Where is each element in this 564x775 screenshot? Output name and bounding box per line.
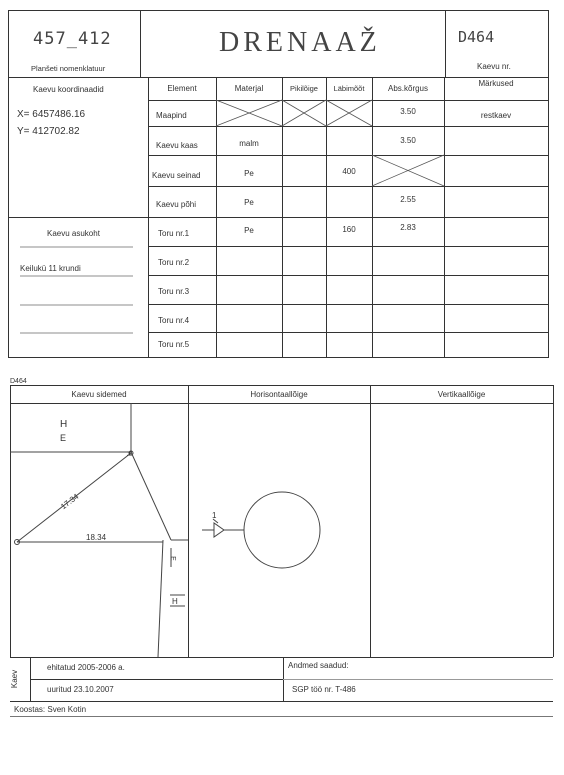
row-height: 3.50 — [400, 107, 416, 116]
coord-y: Y= 412702.82 — [17, 126, 80, 137]
row-element: Toru nr.4 — [158, 316, 190, 325]
mark-d: E — [168, 556, 176, 561]
mark-b: E — [60, 433, 67, 443]
coords-label: Kaevu koordinaadid — [33, 85, 104, 94]
dim-diagonal: 17.34 — [59, 491, 81, 512]
drawing-col2-title: Horisontaallõige — [250, 390, 308, 399]
mark-c: H — [125, 450, 133, 457]
row-element: Toru nr.3 — [158, 287, 190, 296]
row-material: malm — [239, 139, 259, 148]
row-height: 3.50 — [400, 136, 416, 145]
row-diameter: 400 — [342, 167, 356, 176]
dim-horizontal: 18.34 — [86, 533, 107, 542]
data-source-label: Andmed saadud: — [288, 661, 349, 670]
row-element: Toru nr.1 — [158, 229, 190, 238]
row-diameter: 160 — [342, 225, 356, 234]
mark-e: H — [172, 597, 178, 606]
row-element: Maapind — [156, 111, 187, 120]
mark-a: H — [60, 419, 68, 430]
location-value: Keilukü 11 krundi — [20, 264, 81, 273]
row-note: restkaev — [480, 111, 512, 120]
footer-side-label: Kaev — [10, 669, 20, 689]
pipe-number: 1 — [212, 511, 217, 520]
col-header-element: Element — [167, 84, 197, 93]
well-code: D464 — [458, 28, 495, 46]
sheet-label: Planšeti nomenklatuur — [31, 64, 106, 73]
row-height: 2.83 — [400, 223, 416, 232]
col-header-material: Materjal — [234, 84, 264, 93]
row-element: Kaevu põhi — [156, 200, 197, 209]
data-source-value: SGP töö nr. T-486 — [292, 685, 356, 694]
row-element: Toru nr.5 — [158, 340, 190, 349]
drawing-col1-title: Kaevu sidemed — [71, 390, 127, 399]
row-height: 2.55 — [400, 195, 416, 204]
col-header-height: Abs.kõrgus — [387, 84, 429, 93]
document-title: DRENAAŽ — [219, 27, 381, 58]
drawing-label: D464 — [10, 378, 27, 385]
row-element: Toru nr.2 — [158, 258, 190, 267]
row-material: Pe — [244, 198, 254, 207]
col-header-notes: Märkused — [478, 79, 514, 88]
surveyed-date: uuritud 23.10.2007 — [47, 685, 114, 694]
row-material: Pe — [244, 226, 254, 235]
well-label: Kaevu nr. — [477, 62, 511, 71]
col-header-diameter: Läbimõõt — [333, 84, 365, 93]
coord-x: X= 6457486.16 — [17, 109, 86, 120]
location-label: Kaevu asukoht — [47, 229, 100, 238]
built-date: ehitatud 2005-2006 a. — [47, 663, 125, 672]
sheet-number: 457_412 — [33, 29, 112, 49]
row-material: Pe — [244, 169, 254, 178]
row-element: Kaevu kaas — [156, 141, 198, 150]
drawing-col3-title: Vertikaallõige — [437, 390, 486, 399]
row-element: Kaevu seinad — [152, 171, 201, 180]
col-header-pikiloige: Pikilõige — [290, 84, 318, 93]
author: Koostas: Sven Kotin — [14, 705, 87, 714]
